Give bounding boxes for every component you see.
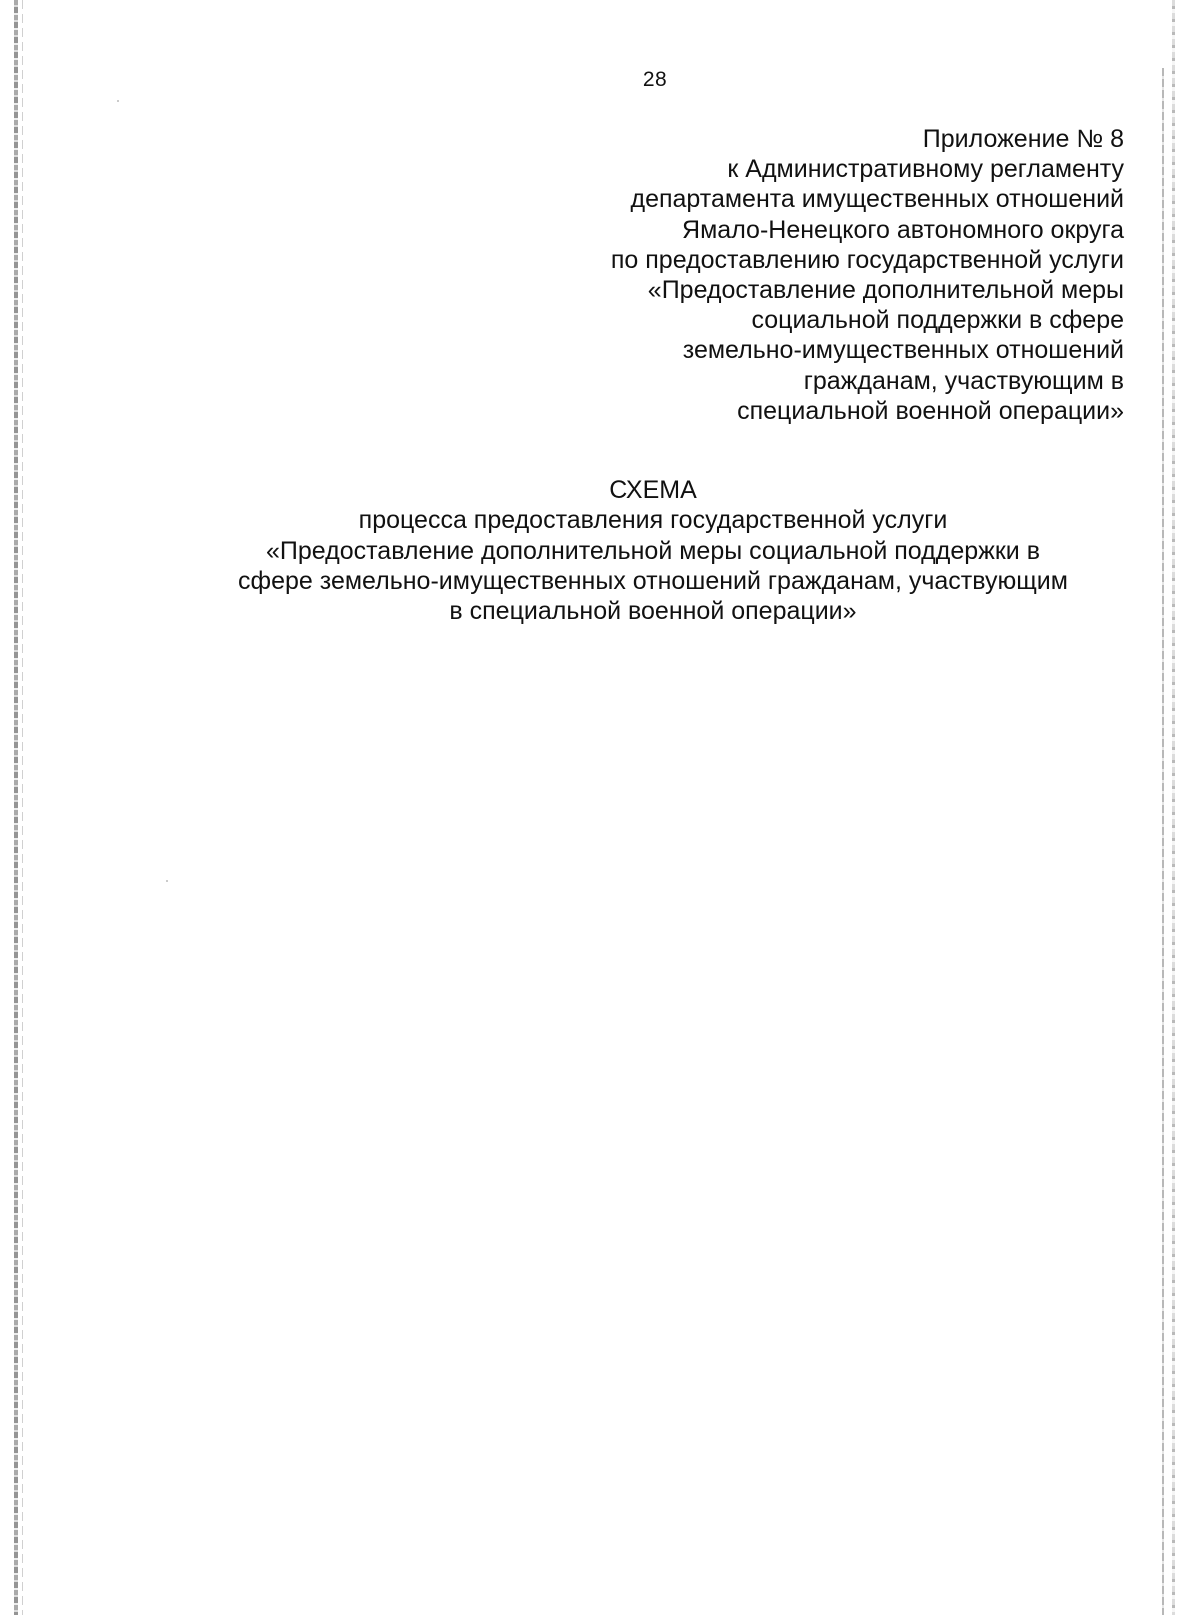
appendix-line: Приложение № 8 <box>922 125 1124 153</box>
appendix-header <box>484 124 1124 426</box>
schema-line: процесса предоставления государственной услуги <box>358 506 948 535</box>
schema-title: СХЕМА <box>609 476 697 504</box>
appendix-line: департамента имущественных отношений <box>630 185 1124 214</box>
appendix-line: земельно-имущественных отношений <box>682 336 1124 365</box>
appendix-line: к Административному регламенту <box>727 155 1124 184</box>
schema-heading <box>148 475 1158 626</box>
schema-line: сфере земельно-имущественных отношений гражданам, участвующим <box>238 566 1068 595</box>
scan-edge-left <box>14 0 18 1615</box>
appendix-line: специальной военной операции» <box>737 396 1124 425</box>
appendix-line: по предоставлению государственной услуги <box>610 245 1124 274</box>
appendix-line: социальной поддержки в сфере <box>751 306 1124 335</box>
page-number: 28 <box>642 68 668 91</box>
scan-speck <box>117 100 119 102</box>
scan-speck <box>166 880 168 882</box>
appendix-line: гражданам, участвующим в <box>803 366 1124 395</box>
scan-edge-right <box>1172 0 1175 1615</box>
scan-edge-left-inner <box>22 0 23 1615</box>
appendix-line: Ямало-Ненецкого автономного округа <box>682 215 1124 244</box>
scan-edge-right-inner <box>1162 68 1164 1615</box>
appendix-line: «Предоставление дополнительной меры <box>647 276 1124 305</box>
schema-line: в специальной военной операции» <box>449 597 857 626</box>
schema-line: «Предоставление дополнительной меры социальной поддержки в <box>266 536 1040 565</box>
